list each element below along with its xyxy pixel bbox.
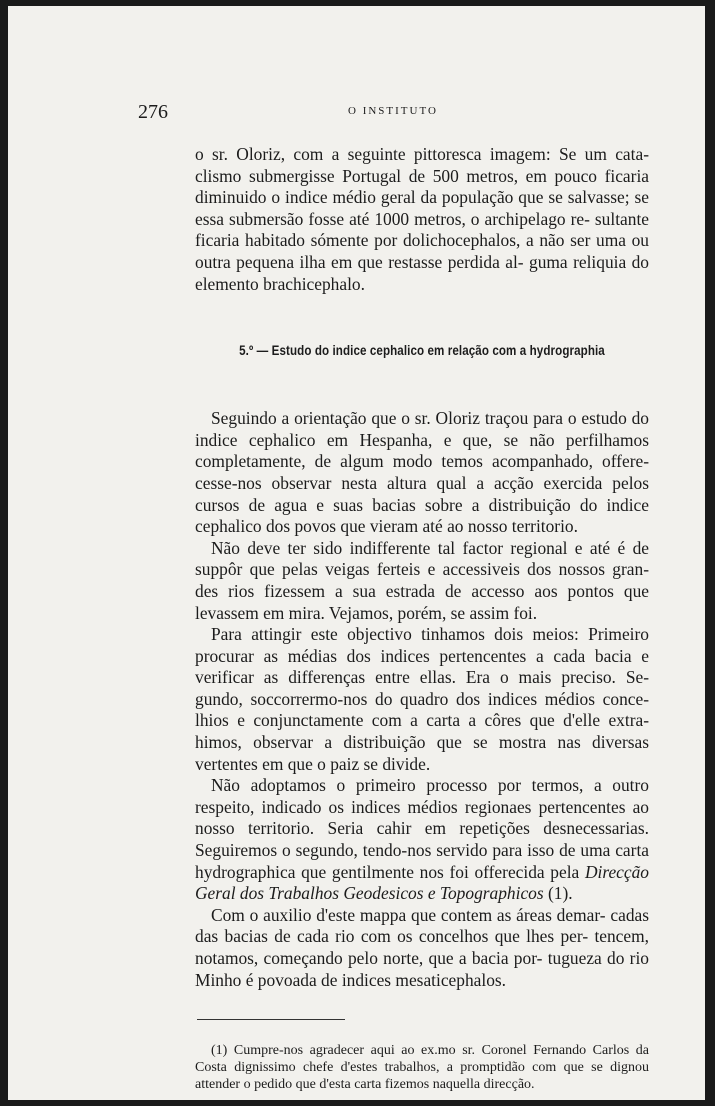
page-body: [195, 144, 649, 1093]
section-heading: 5.º — Estudo do indice cephalico em relação com a hydrographia: [239, 343, 605, 359]
footnote-text: (1) Cumpre-nos agradecer aqui ao ex.mo sr. Coronel Fernando Carlos da Costa dignissimo chefe d'estes trabalhos, a promptidão com que se dignou attender o pedido que d'esta carta fizemos naquella direcção.: [195, 1043, 649, 1093]
book-page: [8, 6, 705, 1100]
paragraph-1: Seguindo a orientação que o sr. Oloriz traçou para o estudo do indice cephalico em Hespanha, e que, se não perfilhamos completamente, de algum modo temos acompanhado, offere- cesse-nos observar nesta altura qual a acção exercida pelos cursos de agua e suas bacias sobre a distribuição do indice cephalico dos povos que vieram até ao nosso territorio.: [195, 408, 649, 537]
paragraph-4-text: Não adoptamos o primeiro processo por termos, a outro respeito, indicado os indices médios regionaes pertencentes ao nosso territorio. Seria cahir em repetições desnecessarias. Seguiremos o segundo, tendo-nos servido para isso de uma carta hydrographica que gentilmente nos foi offerecida pela: [195, 775, 649, 882]
footnote: [195, 1042, 649, 1093]
running-title: O INSTITUTO: [348, 105, 438, 117]
page-header: [138, 101, 628, 121]
footnote-reference: (1).: [543, 883, 573, 904]
page-number: 276: [138, 101, 168, 123]
paragraph-2: Não deve ter sido indifferente tal factor regional e até é de suppôr que pelas veigas ferteis e accessiveis dos nossos gran- des rios fizessem a sua estrada de accesso aos pontos que levassem em mira. Vejamos, porém, se assim foi.: [195, 537, 649, 623]
footnote-divider: [197, 1019, 345, 1020]
institution-name: Direcção Geral dos Trabalhos Geodesicos e Topographicos: [195, 861, 649, 904]
paragraph-5: Com o auxilio d'este mappa que contem as áreas demar- cadas das bacias de cada rio com os concelhos que lhes per- tencem, notamos, começando pelo norte, que a bacia por- tugueza do rio Minho é povoada de indices mesaticephalos.: [195, 904, 649, 990]
paragraph-4: [195, 775, 649, 905]
paragraph-3: Para attingir este objectivo tinhamos dois meios: Primeiro procurar as médias dos indices pertencentes a cada bacia e verificar as differenças entre ellas. Era o mais preciso. Se- gundo, soccorrermo-nos do quadro dos indices médios conce- lhios e conjunctamente com a carta a côres que d'elle extra- himos, observar a distribuição que se mostra nas diversas vertentes em que o paiz se divide.: [195, 624, 649, 774]
intro-paragraph: o sr. Oloriz, com a seguinte pittoresca imagem: Se um cata- clismo submergisse Portugal de 500 metros, em pouco ficaria diminuido o indice médio geral da população que se salvasse; se essa submersão fosse até 1000 metros, o archipelago re- sultante ficaria habitado sómente por dolichocephalos, a não ser uma ou outra pequena ilha em que restasse perdida al- guma reliquia do elemento brachicephalo.: [195, 144, 649, 294]
